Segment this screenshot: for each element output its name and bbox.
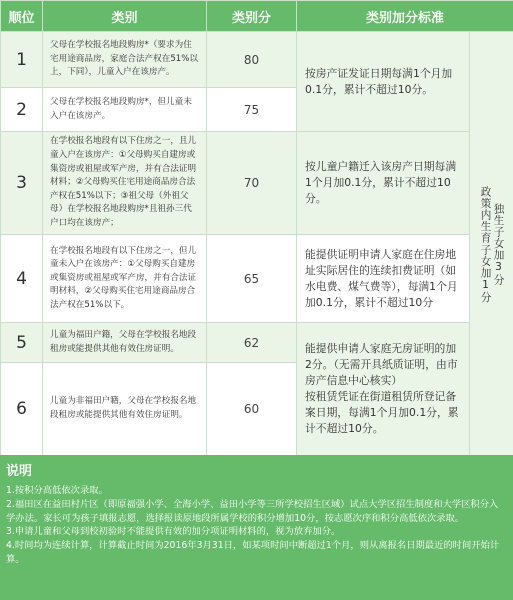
note-item: 3.申请儿童和父母到校初验时不能提供有效的加分项证明材料的，视为放弃加分。 <box>6 526 341 538</box>
row-score: 80 <box>207 32 297 88</box>
table-row <box>1 323 513 363</box>
row-rank: 3 <box>1 132 43 235</box>
row-rank: 2 <box>1 88 43 132</box>
table-header-row <box>1 1 513 32</box>
row-standard-no-house: 能提供申请人家庭无房证明的加2分。（无需开具纸质证明，由市房产信息中心核实） <box>305 342 458 387</box>
notes-title: 说明 <box>6 464 33 479</box>
row-standard: 按儿童户籍迁入该房产日期每满1个月加0.1分，累计不超过10分。 <box>297 132 470 235</box>
row-score: 75 <box>207 88 297 132</box>
side-note-only-child: 独生子女加3分 <box>492 203 505 286</box>
row-rank: 6 <box>1 363 43 456</box>
table-row <box>1 32 513 88</box>
row-rank: 4 <box>1 235 43 323</box>
header-score: 类别分 <box>207 1 297 32</box>
header-rank: 顺位 <box>1 1 43 32</box>
row-standard-rental: 按租赁凭证在街道租赁所登记备案日期，每满1个月加0.1分，累计不超过10分。 <box>305 390 459 435</box>
row-score: 65 <box>207 235 297 323</box>
row-rank: 5 <box>1 323 43 363</box>
row-score: 62 <box>207 323 297 363</box>
note-item: 4.时间均为连续计算，计算截止时间为2016年3月31日，如某项时间中断超过1个月，则从离报名日期最近的时间开始计算。 <box>6 540 500 565</box>
header-category: 类别 <box>43 1 207 32</box>
row-category: 在学校报名地段有以下住房之一，但儿童未入户在该房产：①父母购买自建房或集资房或祖屋或军产房，并有合法证明材料，②父母购买住宅用途商品房合法产权在51%以下。 <box>43 235 207 323</box>
row-category: 儿童为非福田户籍，父母在学校报名地段租房或能提供其他有效住房证明。 <box>43 363 207 456</box>
notes-section <box>0 455 513 600</box>
table-row <box>1 235 513 323</box>
note-item: 2.福田区在益田村片区（即原福强小学、全海小学、益田小学等三所学校招生区域）试点大学区招生制度和大学区积分入学办法。家长可为孩子填报志愿，选择报读原地段所属学校的积分增加10分，按志愿次序和积分高低依次录取。 <box>6 498 499 524</box>
row-category: 儿童为福田户籍，父母在学校报名地段租房或能提供其他有效住房证明。 <box>43 323 207 363</box>
table-row <box>1 132 513 235</box>
row-category: 父母在学校报名地段购房*，但儿童未入户在该房产。 <box>43 88 207 132</box>
bonus-side-note <box>470 32 513 456</box>
row-standard <box>297 323 470 456</box>
row-rank: 1 <box>1 32 43 88</box>
bonus-side-text <box>479 186 505 303</box>
row-category: 父母在学校报名地段购房*（要求为住宅用途商品房，家庭合法产权在51%以上，下同），儿童入户在该房产。 <box>43 32 207 88</box>
row-standard: 能提供证明申请人家庭在住房地址实际居住的连续扣费证明（如水电费、煤气费等），每满1个月加0.1分，累计不超过10分 <box>297 235 470 323</box>
row-score: 60 <box>207 363 297 456</box>
row-standard: 按房产证发证日期每满1个月加0.1分，累计不超过10分。 <box>297 32 470 132</box>
note-item: 1.按积分高低依次录取。 <box>6 485 108 496</box>
header-standard: 类别加分标准 <box>297 1 513 32</box>
side-note-policy-child: 政策内生育子女加1分 <box>479 185 492 304</box>
row-score: 70 <box>207 132 297 235</box>
row-category: 在学校报名地段有以下住房之一，且儿童入户在该房产：①父母购买自建房或集资房或祖屋或军产房，并有合法证明材料；②父母购买住宅用途商品房合法产权在51%以下；③祖父母（外祖父母）在学校报名地段购房*且祖孙三代户口均在该房产； <box>43 132 207 235</box>
